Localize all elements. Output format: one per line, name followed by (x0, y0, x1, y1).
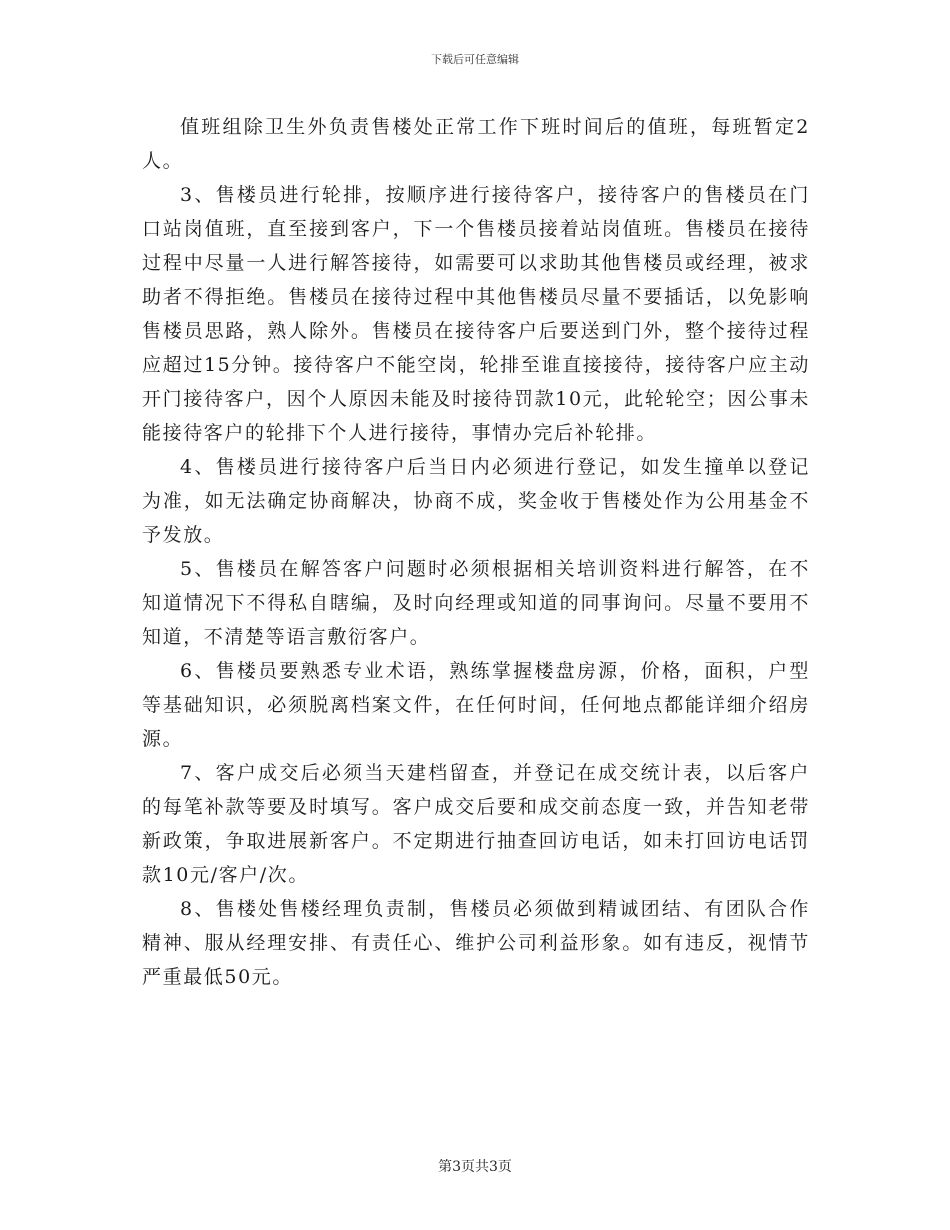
page-number: 第3页共3页 (438, 1159, 512, 1175)
paragraph-item-8: 8、售楼处售楼经理负责制，售楼员必须做到精诚团结、有团队合作精神、服从经理安排、有责任心、维护公司利益形象。如有违反，视情节严重最低50元。 (142, 898, 810, 988)
paragraph-item-3: 3、售楼员进行轮排，按顺序进行接待客户，接待客户的售楼员在门口站岗值班，直至接到客户，下一个售楼员接着站岗值班。售楼员在接待过程中尽量一人进行解答接待，如需要可以求助其他售楼员或经理，被求助者不得拒绝。售楼员在接待过程中其他售楼员尽量不要插话，以免影响售楼员思路，熟人除外。售楼员在接待客户后要送到门外，整个接待过程应超过15分钟。接待客户不能空岗，轮排至谁直接接待，接待客户应主动开门接待客户，因个人原因未能及时接待罚款10元，此轮轮空；因公事未能接待客户的轮排下个人进行接待，事情办完后补轮排。 (142, 184, 810, 444)
paragraph-item-6: 6、售楼员要熟悉专业术语，熟练掌握楼盘房源，价格，面积，户型等基础知识，必须脱离档案文件，在任何时间，任何地点都能详细介绍房源。 (142, 660, 810, 750)
paragraph-item-5: 5、售楼员在解答客户问题时必须根据相关培训资料进行解答，在不知道情况下不得私自瞎编，及时向经理或知道的同事询问。尽量不要用不知道，不清楚等语言敷衍客户。 (142, 558, 810, 648)
document-body (142, 110, 810, 994)
paragraph-duty-group: 值班组除卫生外负责售楼处正常工作下班时间后的值班，每班暂定2人。 (142, 116, 810, 172)
paragraph-item-7: 7、客户成交后必须当天建档留查，并登记在成交统计表，以后客户的每笔补款等要及时填写。客户成交后要和成交前态度一致，并告知老带新政策，争取进展新客户。不定期进行抽查回访电话，如未打回访电话罚款10元/客户/次。 (142, 762, 810, 886)
page-header: 下载后可任意编辑 (431, 53, 519, 66)
paragraph-item-4: 4、售楼员进行接待客户后当日内必须进行登记，如发生撞单以登记为准，如无法确定协商解决，协商不成，奖金收于售楼处作为公用基金不予发放。 (142, 456, 810, 546)
